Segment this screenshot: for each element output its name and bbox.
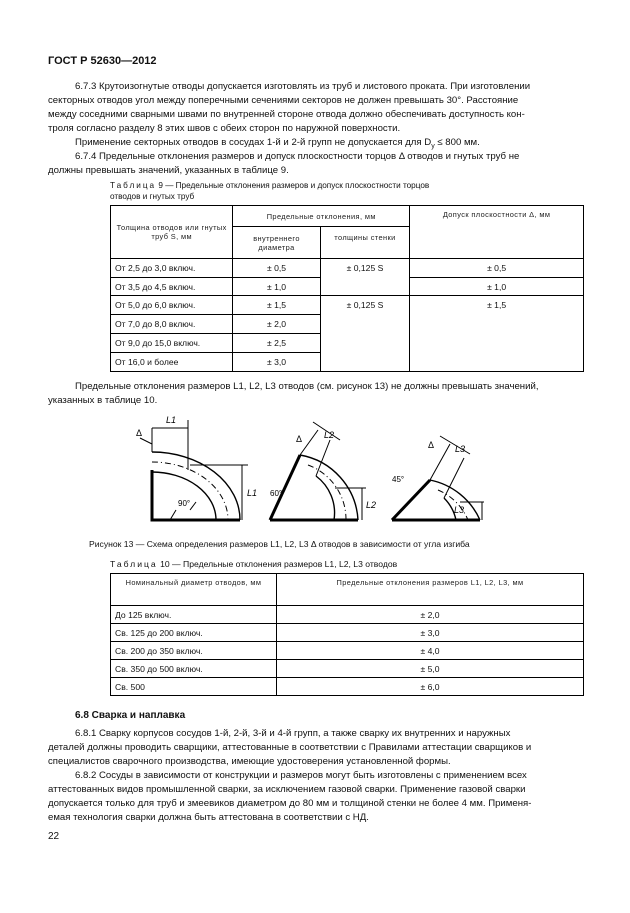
table9-thickness: От 9,0 до 15,0 включ. — [111, 334, 233, 353]
bend-60-drawing — [270, 422, 366, 520]
table9-head-deviations: Предельные отклонения, мм — [233, 206, 410, 227]
figure-13 — [130, 410, 510, 535]
text-line: емая технология сварки должна быть аттестована в соответствии с НД. — [48, 812, 369, 823]
table10-head-diameter: Номинальный диаметр отводов, мм — [111, 574, 277, 606]
table10-caption-word: Таблица — [110, 559, 158, 569]
text-line: допускается только для труб и змеевиков диаметром до 80 мм и толщиной стенки не более 4 мм. Применя- — [48, 798, 532, 809]
text-line: 6.7.3 Крутоизогнутые отводы допускается изготовлять из труб и листового проката. При изготовлении — [75, 81, 531, 92]
table9-head-flatness: Допуск плоскостности Δ, мм — [410, 206, 584, 259]
paragraph-6-7-3 — [48, 80, 584, 136]
text-line: троля согласно разделу 8 этих швов с обеих сторон по наружной поверхности. — [48, 123, 401, 134]
table10-value: ± 2,0 — [277, 606, 584, 624]
table10-caption-rest: 10 — Предельные отклонения размеров L1, L2, L3 отводов — [157, 559, 398, 569]
label-delta: Δ — [296, 434, 303, 444]
table10-diameter: Св. 125 до 200 включ. — [111, 624, 277, 642]
table-10 — [110, 573, 584, 696]
table-row — [111, 606, 584, 624]
table9-head-wall: толщины стенки — [320, 227, 409, 259]
table9-thickness: От 3,5 до 4,5 включ. — [111, 278, 233, 296]
table-row — [111, 678, 584, 696]
text-line: секторных отводов угол между поперечными сечениями секторов не должен превышать 30°. Расстояние — [48, 95, 519, 106]
label-L1: L1 — [166, 415, 177, 425]
sector-text: Применение секторных отводов в сосудах 1-й и 2-й групп не допускается для D — [75, 137, 432, 148]
table9-caption-word: Таблица — [110, 181, 157, 190]
label-delta: Δ — [136, 428, 143, 438]
table-row — [111, 624, 584, 642]
text-line: должны превышать значений, указанных в таблице 9. — [48, 165, 289, 176]
table-9 — [110, 205, 584, 372]
table-row — [111, 296, 584, 315]
bend-90-drawing — [140, 420, 248, 520]
table10-diameter: Св. 350 до 500 включ. — [111, 660, 277, 678]
text-line: 6.8.2 Сосуды в зависимости от конструкции и размеров могут быть изготовлены с применением всех — [75, 770, 527, 781]
table9-thickness: От 5,0 до 6,0 включ. — [111, 296, 233, 315]
label-L2: L2 — [324, 430, 335, 440]
text-line: между соседними сварными швами по внутренней стороне отвода должно обеспечивать доступность кон- — [48, 109, 525, 120]
table9-head-thickness: Толщина отводов или гнутых труб S, мм — [111, 206, 233, 259]
paragraph-6-7-4 — [48, 150, 584, 178]
table9-thickness: От 16,0 и более — [111, 353, 233, 372]
table10-value: ± 3,0 — [277, 624, 584, 642]
table9-caption-rest: 9 — Предельные отклонения размеров и допуск плоскостности торцов — [156, 181, 430, 190]
text-line: деталей должны проводить сварщики, аттестованные в соответствии с Правилами аттестации сварщиков и — [48, 742, 532, 753]
table9-inner: ± 3,0 — [233, 353, 320, 372]
table9-wall: ± 0,125 S — [320, 296, 409, 372]
table9-inner: ± 2,5 — [233, 334, 320, 353]
text-line: аттестованных видов промышленной сварки, за исключением газовой сварки. Применение газовой сварки — [48, 784, 526, 795]
table9-head-inner: внутреннего диаметра — [233, 227, 320, 259]
table9-inner: ± 1,0 — [233, 278, 320, 296]
figure-caption: Рисунок 13 — Схема определения размеров L1, L2, L3 Δ отводов в зависимости от угла изгиба — [89, 539, 470, 549]
label-angle-45: 45° — [392, 475, 405, 484]
table-row — [111, 660, 584, 678]
text-line: 6.8.1 Сварку корпусов сосудов 1-й, 2-й, 3-й и 4-й групп, а также сварку их внутренних и наружных — [75, 728, 511, 739]
table9-inner: ± 0,5 — [233, 259, 320, 278]
text-line: 6.7.4 Предельные отклонения размеров и допуск плоскостности торцов Δ отводов и гнутых труб не — [75, 151, 520, 162]
table9-thickness: От 2,5 до 3,0 включ. — [111, 259, 233, 278]
table9-flat: ± 1,0 — [410, 278, 584, 296]
label-L2-side: L2 — [366, 500, 377, 510]
table-row — [111, 642, 584, 660]
sector-sub: у — [431, 142, 435, 150]
text-line: специалистов сварочного производства, имеющие удостоверения установленной формы. — [48, 756, 451, 767]
table9-flat: ± 0,5 — [410, 259, 584, 278]
table10-diameter: Св. 200 до 350 включ. — [111, 642, 277, 660]
paragraph-6-8-2 — [48, 769, 584, 825]
bend-45-drawing — [392, 436, 484, 520]
table9-inner: ± 1,5 — [233, 296, 320, 315]
table10-value: ± 6,0 — [277, 678, 584, 696]
label-angle-90: 90° — [178, 499, 191, 508]
table10-value: ± 5,0 — [277, 660, 584, 678]
text-line: Предельные отклонения размеров L1, L2, L3 отводов (см. рисунок 13) не должны превышать значений, — [75, 381, 539, 392]
document-header: ГОСТ Р 52630—2012 — [48, 55, 157, 67]
paragraph-6-8-1 — [48, 727, 584, 769]
table10-caption — [110, 559, 397, 570]
table10-diameter: До 125 включ. — [111, 606, 277, 624]
table9-thickness: От 7,0 до 8,0 включ. — [111, 315, 233, 334]
label-delta: Δ — [428, 440, 435, 450]
paragraph-L — [48, 380, 584, 408]
table9-inner: ± 2,0 — [233, 315, 320, 334]
table-row — [111, 259, 584, 278]
label-angle-60: 60° — [270, 489, 283, 498]
table9-wall: ± 0,125 S — [320, 259, 409, 296]
table9-caption — [110, 180, 429, 202]
page-number: 22 — [48, 831, 60, 842]
table10-head-deviation: Предельные отклонения размеров L1, L2, L3, мм — [277, 574, 584, 606]
table10-diameter: Св. 500 — [111, 678, 277, 696]
text-line: указанных в таблице 10. — [48, 395, 158, 406]
label-L1-side: L1 — [247, 488, 258, 498]
sector-end: ≤ 800 мм. — [434, 137, 480, 148]
section-heading-6-8: 6.8 Сварка и наплавка — [75, 710, 186, 721]
table9-flat: ± 1,5 — [410, 296, 584, 372]
label-L3: L3 — [455, 444, 466, 454]
label-L3-side: L3 — [454, 505, 465, 515]
table9-caption-line2: отводов и гнутых труб — [110, 192, 195, 201]
table10-value: ± 4,0 — [277, 642, 584, 660]
